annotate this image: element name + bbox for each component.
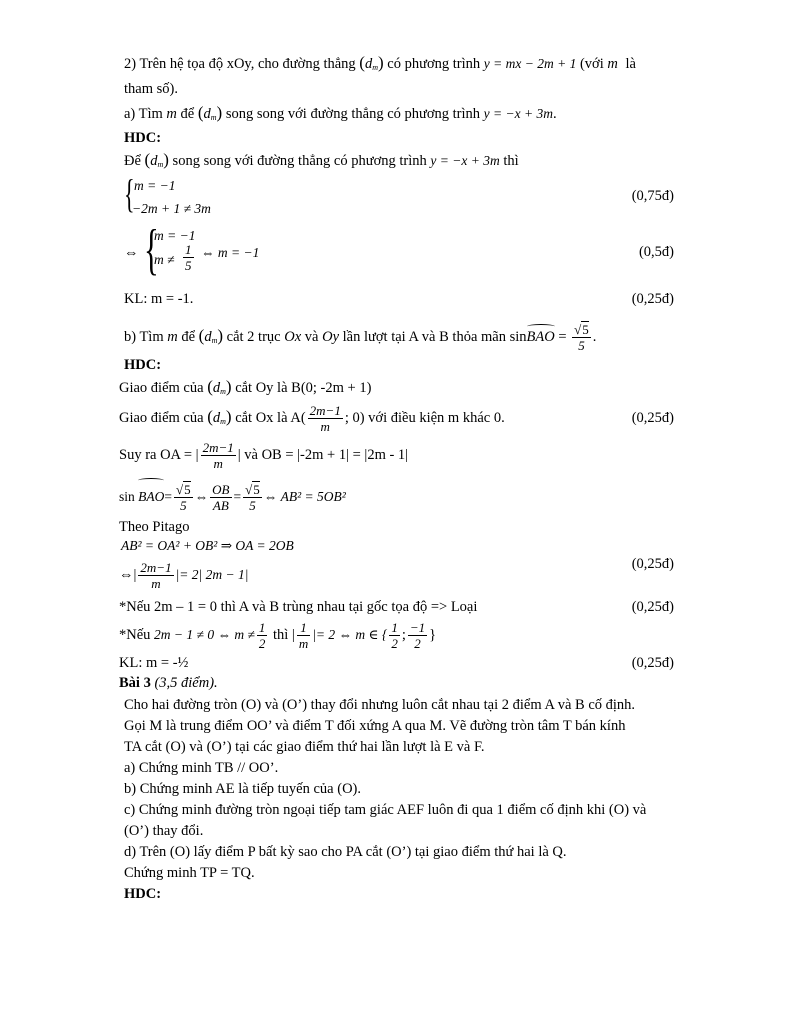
fraction-1-5 [181, 242, 196, 273]
text: Giao điểm của [119, 410, 204, 426]
denominator: 5 [249, 498, 256, 514]
conclusion-b: KL: m = -½ [119, 655, 189, 671]
bai3-paragraph: Gọi M là trung điểm OO’ và điểm T đối xứng A qua M. Vẽ đường tròn tâm T bán kính [124, 718, 626, 734]
bai3-paragraph: Cho hai đường tròn (O) và (O’) thay đổi nhưng luôn cắt nhau tại 2 điểm A và B cố định. [124, 697, 636, 713]
text: cắt Oy là B(0; -2m + 1) [235, 380, 372, 396]
denominator: 5 [180, 498, 187, 514]
sqrt-value: 5 [582, 322, 589, 337]
text: Giao điểm của [119, 380, 204, 396]
text: 2) Trên hệ tọa độ xOy, cho đường thẳng [124, 56, 356, 72]
result: ⇔ m = −1 [201, 245, 260, 260]
bai3-heading [119, 674, 218, 692]
numerator: OB [212, 482, 230, 498]
numerator: 2m−1 [140, 560, 172, 576]
text: } [429, 627, 437, 643]
text: song song với đường thẳng có phương trình [225, 106, 481, 122]
var: m [167, 328, 178, 345]
equation: 2m − 1 ≠ 0 ⇔ m ≠ [154, 627, 255, 642]
bai3-part-c: c) Chứng minh đường tròn ngoại tiếp tam giác AEF luôn đi qua 1 điểm cố định khi (O) và [124, 802, 647, 818]
text: thì [503, 153, 519, 169]
numerator: 1 [391, 620, 398, 636]
text: m ≠ [154, 252, 175, 267]
text: . [592, 328, 597, 345]
score: (0,75đ) [631, 188, 674, 204]
subscript: m [157, 160, 164, 169]
var: m [166, 106, 177, 122]
bai3-part-d-cont: Chứng minh TP = TQ. [124, 865, 255, 881]
sin-equation: sin BAO= $\frac{√5}{5}$ ⇔ $\frac{OB}{AB}$ = $\frac{√5}{5}$ ⇔ AB² = 5OB² [119, 480, 346, 514]
bai3-part-b: b) Chứng minh AE là tiếp tuyến của (O). [124, 781, 361, 797]
score: (0,25đ) [631, 599, 674, 615]
system2-line2 [154, 251, 175, 268]
text: |= 2| 2m − 1| [175, 567, 249, 582]
subscript: m [211, 335, 218, 345]
text: để [180, 106, 195, 122]
system2-line1: m = −1 [154, 228, 196, 243]
axis: Ox [284, 328, 302, 345]
text: ⇔ [194, 489, 209, 504]
q2-intro-line2: tham số). [124, 81, 178, 97]
dm-symbol: d [212, 410, 221, 426]
text: ; [401, 627, 406, 643]
conclusion-a: KL: m = -1. [124, 291, 194, 307]
text: sin [119, 489, 135, 504]
text: cắt Ox là A( [235, 410, 306, 426]
question-b: b) Tìm m để $(d_m)$ cắt 2 trục Ox và Oy lần lượt tại A và B thỏa mãn sinBAO = $\frac{√5}{5}$ . [124, 322, 597, 353]
denominator: m [213, 456, 223, 472]
text: ⇔| [119, 567, 137, 583]
case1: *Nếu 2m – 1 = 0 thì A và B trùng nhau tại gốc tọa độ => Loại [119, 599, 478, 615]
pitago-heading: Theo Pitago [119, 519, 190, 535]
dm-symbol: d [364, 56, 373, 72]
text: lần lượt tại A và B thỏa mãn sin [342, 328, 527, 345]
hdc-heading: HDC: [124, 130, 162, 146]
points: (3,5 điểm). [154, 675, 218, 691]
numerator: 1 [185, 242, 192, 257]
case2 [119, 620, 436, 651]
text: Để [124, 153, 141, 169]
title: Bài 3 [119, 675, 151, 691]
denominator: m [151, 576, 161, 592]
text: ; 0) với điều kiện m khác 0. [344, 410, 505, 426]
bai3-part-d: d) Trên (O) lấy điểm P bất kỳ sao cho PA cắt (O’) tại giao điểm thứ hai là Q. [124, 844, 567, 860]
numerator: 1 [297, 620, 310, 636]
pitago-equation: AB² = OA² + OB² ⇒ OA = 2OB [121, 538, 294, 553]
equation: y = −x + 3m [430, 153, 500, 168]
answer-a-intro: Để $(d_m)$ song song với đường thẳng có phương trình y = −x + 3m thì [124, 150, 519, 169]
bai3-part-c-cont: (O’) thay đổi. [124, 823, 204, 839]
text: thì [272, 627, 289, 643]
score: (0,25đ) [631, 655, 674, 671]
dm-symbol: d [150, 153, 158, 169]
denominator: 5 [185, 258, 192, 273]
numerator: −1 [409, 620, 426, 636]
abs-equation [119, 560, 248, 591]
text: = [164, 489, 173, 504]
equation: y = −x + 3m [483, 106, 553, 121]
dm-symbol: d [203, 106, 211, 122]
text: là [625, 56, 636, 72]
hdc-heading: HDC: [124, 886, 162, 902]
var: m [607, 56, 618, 72]
subscript: m [220, 387, 226, 396]
numerator: 2m−1 [202, 440, 234, 456]
subscript: m [372, 63, 378, 72]
text: cắt 2 trục [226, 328, 281, 345]
text: để [181, 328, 196, 345]
equation: AB² = 5OB² [280, 489, 346, 504]
denominator: m [298, 636, 309, 652]
brace-system2: { [144, 219, 159, 281]
q2-intro-line: 2) Trên hệ tọa độ xOy, cho đường thẳng $(d_m)$ có phương trình y = mx − 2m + 1 (với m là [124, 53, 636, 72]
system1-line2: −2m + 1 ≠ 3m [132, 201, 211, 216]
numerator: 2m−1 [309, 403, 341, 419]
angle: BAO [138, 480, 164, 514]
text: *Nếu [119, 627, 151, 643]
subscript: m [210, 113, 217, 122]
text: = [558, 328, 567, 345]
iff-symbol: ⇔ [124, 245, 139, 261]
system1-line1: m = −1 [134, 178, 176, 193]
oa-ob-line [119, 440, 408, 471]
text: ⇔ [263, 489, 278, 504]
text: | [291, 627, 295, 643]
hdc-heading: HDC: [124, 357, 162, 373]
denominator: AB [212, 498, 229, 514]
text: = [233, 489, 242, 504]
text: Suy ra OA = | [119, 447, 199, 463]
score: (0,25đ) [631, 410, 674, 426]
question-a: a) Tìm m để $(d_m)$ song song với đường thẳng có phương trình y = −x + 3m. [124, 103, 557, 122]
denominator: m [320, 419, 330, 435]
text: (với [579, 56, 604, 72]
text: | và OB = |-2m + 1| = |2m - 1| [237, 447, 409, 463]
intersection-oy: Giao điểm của $(d_m)$ cắt Oy là B(0; -2m + 1) [119, 377, 372, 396]
text: |= 2 ⇔ m ∈ { [312, 627, 388, 642]
brace-system1: { [124, 171, 135, 216]
denominator: 2 [391, 636, 398, 652]
score: (0,25đ) [631, 556, 674, 572]
text: và [304, 328, 319, 345]
sqrt-value: 5 [253, 482, 260, 498]
denominator: 2 [414, 636, 421, 652]
dm-symbol: d [204, 328, 212, 345]
bai3-paragraph: TA cắt (O) và (O’) tại các giao điểm thứ hai lần lượt là E và F. [124, 739, 485, 755]
intersection-ox: Giao điểm của $(d_m)$ cắt Ox là A( $\frac{2m-1}{m}$ ; 0) với điều kiện m khác 0. [119, 403, 505, 435]
sqrt-value: 5 [184, 482, 191, 498]
denominator: 5 [578, 338, 585, 353]
score: (0,5đ) [638, 244, 674, 260]
text: song song với đường thẳng có phương trình [172, 153, 427, 169]
denominator: 2 [258, 636, 266, 652]
subscript: m [220, 417, 226, 426]
score: (0,25đ) [631, 291, 674, 307]
angle: BAO [527, 326, 555, 348]
axis: Oy [322, 328, 340, 345]
dm-symbol: d [212, 380, 221, 396]
numerator: 1 [258, 620, 266, 636]
bai3-part-a: a) Chứng minh TB // OO’. [124, 760, 279, 776]
text: có phương trình [387, 56, 481, 72]
equation: y = mx − 2m + 1 [483, 56, 577, 71]
text: b) Tìm [124, 328, 164, 345]
text: a) Tìm [124, 106, 163, 122]
